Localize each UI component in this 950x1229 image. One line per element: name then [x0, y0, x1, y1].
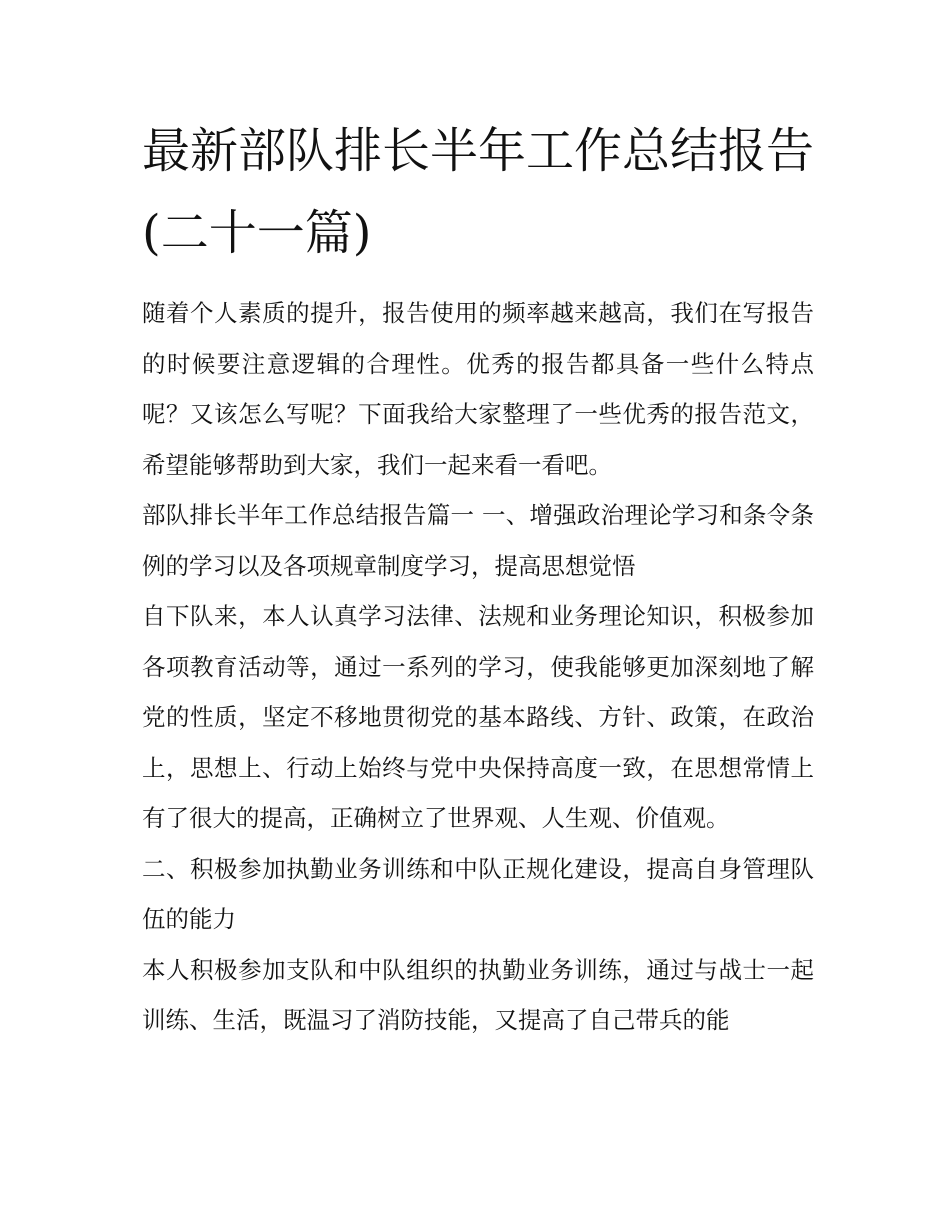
section-one-heading: 部队排长半年工作总结报告篇一 一、增强政治理论学习和条令条例的学习以及各项规章制度学习，提高思想觉悟: [142, 501, 814, 580]
section-one-body: 自下队来，本人认真学习法律、法规和业务理论知识，积极参加各项教育活动等，通过一系列的学习，使我能够更加深刻地了解党的性质，坚定不移地贯彻党的基本路线、方针、政策，在政治上，思想上、行动上始终与党中央保持高度一致，在思想常情上有了很大的提高，正确树立了世界观、人生观、价值观。: [142, 602, 814, 832]
section-two-body: 本人积极参加支队和中队组织的执勤业务训练，通过与战士一起训练、生活，既温习了消防技能，又提高了自己带兵的能: [142, 955, 814, 1034]
section-two-heading: 二、积极参加执勤业务训练和中队正规化建设，提高自身管理队伍的能力: [142, 854, 814, 933]
document-page: [142, 110, 814, 1046]
intro-paragraph: 随着个人素质的提升，报告使用的频率越来越高，我们在写报告的时候要注意逻辑的合理性。优秀的报告都具备一些什么特点呢？又该怎么写呢？下面我给大家整理了一些优秀的报告范文，希望能够帮助到大家，我们一起来看一看吧。: [142, 299, 814, 479]
document-title: 最新部队排长半年工作总结报告(二十一篇): [142, 123, 815, 261]
